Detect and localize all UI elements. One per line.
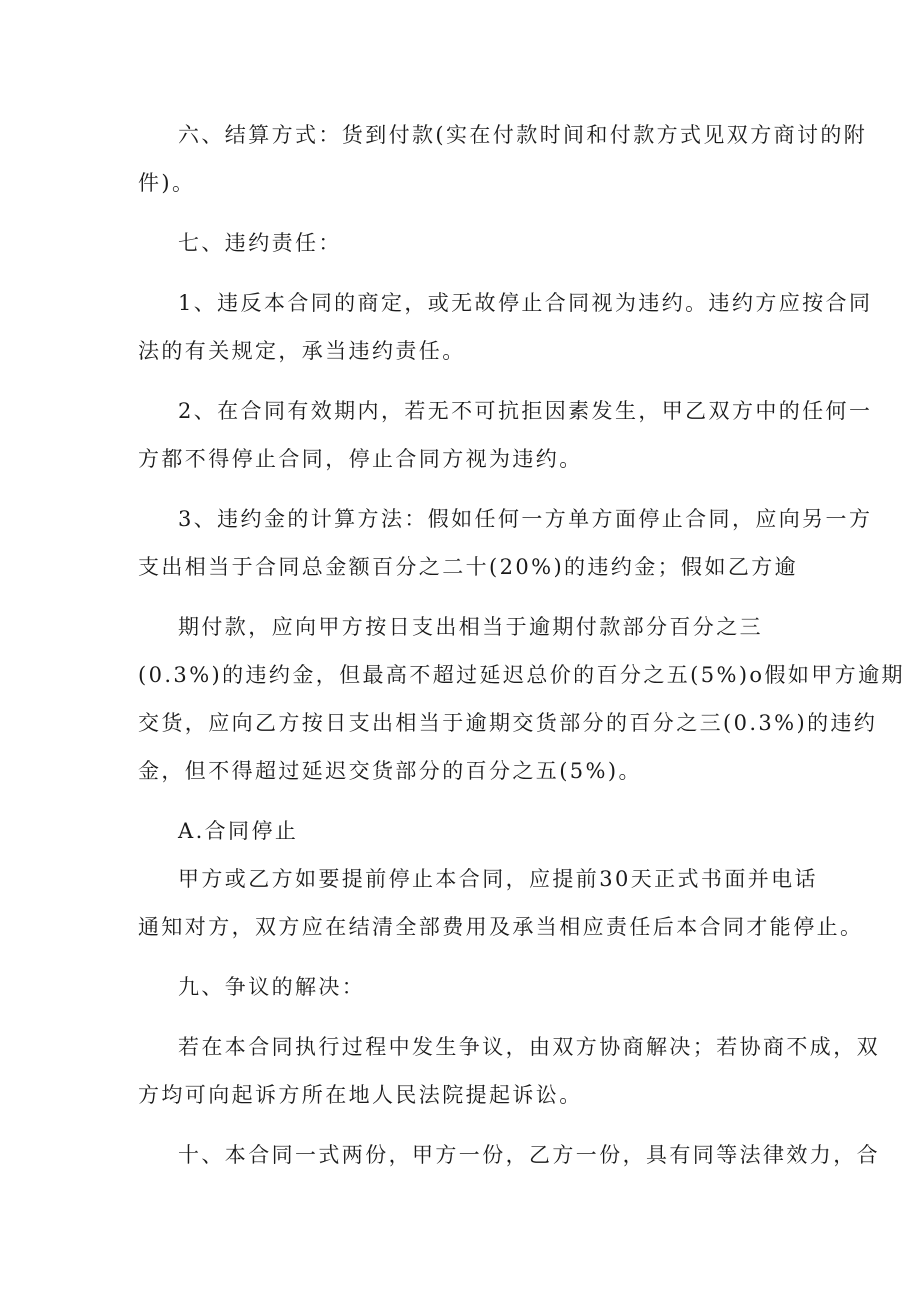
clause-7-item-3-line-4: (0.3%)的违约金，但最高不超过延迟总价的百分之五(5%)o假如甲方逾期 <box>138 663 905 687</box>
clause-9-line-2: 方均可向起诉方所在地人民法院提起诉讼。 <box>138 1083 583 1107</box>
clause-7-heading: 七、违约责任： <box>178 231 342 255</box>
clause-7-item-2-line-1: 2、在合同有效期内，若无不可抗拒因素发生，甲乙双方中的任何一 <box>178 399 873 423</box>
section-a-line-1: 甲方或乙方如要提前停止本合同，应提前30天正式书面并电话 <box>178 867 818 891</box>
clause-7-item-1-line-1: 1、违反本合同的商定，或无故停止合同视为违约。违约方应按合同 <box>178 291 873 315</box>
clause-9-line-1: 若在本合同执行过程中发生争议，由双方协商解决；若协商不成，双 <box>178 1035 880 1059</box>
clause-7-item-1-line-2: 法的有关规定，承当违约责任。 <box>138 339 466 363</box>
clause-6-line-1: 六、结算方式：货到付款(实在付款时间和付款方式见双方商讨的附 <box>178 123 868 147</box>
clause-7-item-3-line-6: 金，但不得超过延迟交货部分的百分之五(5%)。 <box>138 759 642 783</box>
clause-6-line-2: 件)。 <box>138 171 196 195</box>
clause-7-item-3-line-2: 支出相当于合同总金额百分之二十(20%)的违约金；假如乙方逾 <box>138 555 799 579</box>
section-a-line-2: 通知对方，双方应在结清全部费用及承当相应责任后本合同才能停止。 <box>138 915 864 939</box>
clause-7-item-3-line-1: 3、违约金的计算方法：假如任何一方单方面停止合同，应向另一方 <box>178 507 873 531</box>
clause-7-item-3-line-3: 期付款，应向甲方按日支出相当于逾期付款部分百分之三 <box>178 615 763 639</box>
clause-7-item-3-line-5: 交货，应向乙方按日支出相当于逾期交货部分的百分之三(0.3%)的违约 <box>138 711 878 735</box>
section-a-heading: A.合同停止 <box>178 819 299 843</box>
clause-9-heading: 九、争议的解决： <box>178 975 366 999</box>
clause-7-item-2-line-2: 方都不得停止合同，停止合同方视为违约。 <box>138 447 583 471</box>
clause-10-line-1: 十、本合同一式两份，甲方一份，乙方一份，具有同等法律效力，合 <box>178 1143 880 1167</box>
